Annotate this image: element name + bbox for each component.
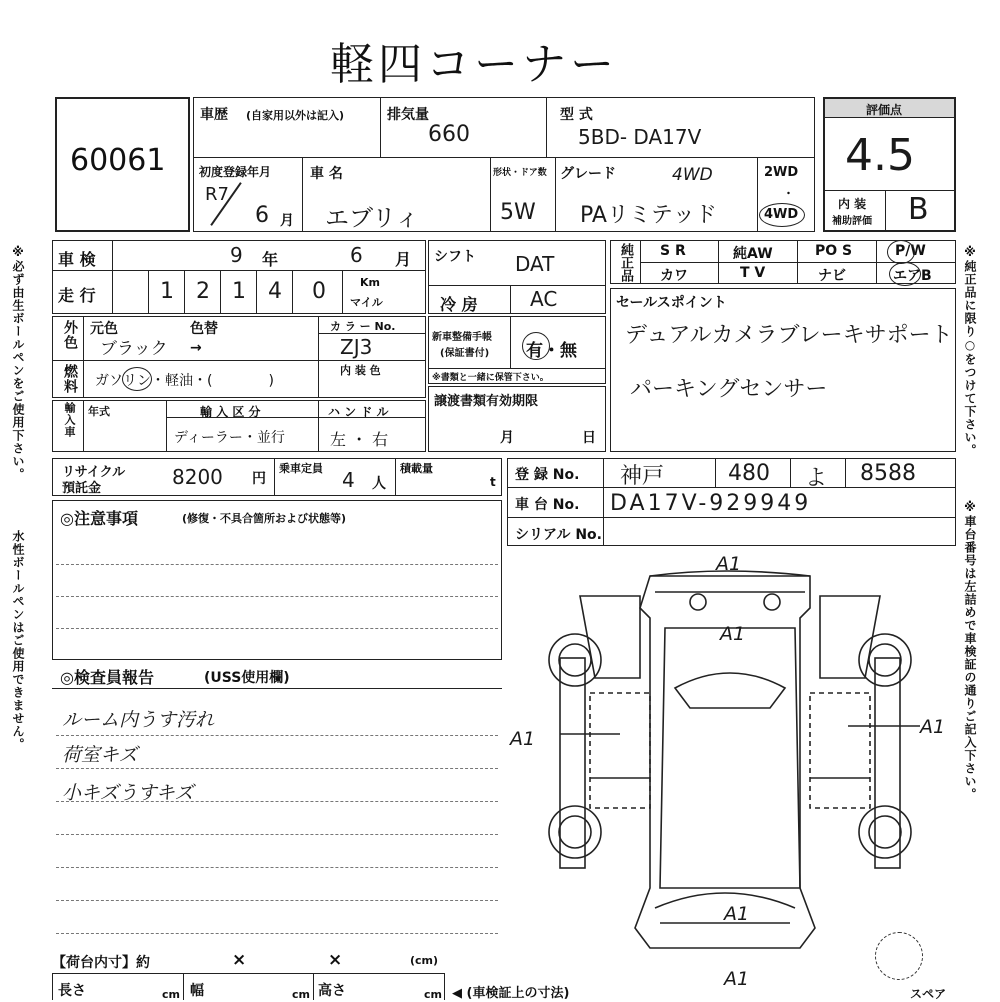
doors-value: 5W: [500, 200, 536, 225]
capacity-unit: 人: [372, 476, 386, 492]
score-label: 評価点: [866, 103, 903, 117]
load-label: 積載量: [400, 462, 433, 475]
recycle-amount: 8200: [172, 465, 223, 489]
fuel-options: ガソリン・軽油・( ): [95, 373, 274, 389]
mileage-digit: 2: [196, 279, 210, 304]
handle-label: ハ ン ド ル: [328, 405, 389, 419]
drive-note: 4WD: [672, 165, 713, 185]
grade-label: グレード: [560, 166, 616, 182]
first-reg-month-unit: 月: [280, 213, 294, 229]
damage-mark: A1: [724, 903, 750, 925]
manual-label-2: (保証書付): [440, 348, 490, 359]
shaken-year-unit: 年: [262, 250, 279, 269]
cargo-width-label: 幅: [190, 983, 204, 999]
transfer-day: 日: [582, 430, 596, 446]
color-side-label: 外色: [62, 320, 78, 350]
history-note: (自家用以外は記入): [246, 109, 345, 122]
chassis-value: DA17V-929949: [610, 491, 812, 516]
first-reg-year: R7: [205, 184, 229, 205]
recycle-unit: 円: [252, 471, 266, 487]
mileage-digit: 0: [312, 279, 326, 304]
inspector-label: ◎検査員報告: [60, 668, 154, 687]
lot-number: 60061: [70, 143, 166, 178]
equipment-pw: P/W: [895, 243, 926, 259]
interior-grade: B: [908, 192, 929, 227]
equipment-leather: カワ: [660, 268, 688, 284]
equipment-pos: PO S: [815, 243, 853, 259]
transfer-month: 月: [500, 430, 514, 446]
caution-note: (修復・不具合箇所および状態等): [182, 512, 347, 525]
mileage-label: 走 行: [58, 286, 96, 305]
manual-label-1: 新車整備手帳: [432, 332, 492, 343]
equipment-airbag: エアB: [893, 268, 932, 284]
damage-mark: A1: [720, 623, 746, 645]
transfer-label: 譲渡書類有効期限: [434, 394, 539, 409]
fuel-side-label: 燃料: [62, 364, 78, 394]
orig-color-value: ブラック: [100, 339, 168, 359]
damage-mark: A1: [920, 716, 946, 738]
shaken-month: 6: [350, 243, 363, 267]
name-label: 車 名: [310, 166, 343, 182]
inspector-line: ルーム内うす汚れ: [62, 709, 215, 731]
cargo-height-label: 高さ: [318, 983, 346, 999]
mileage-digit: 1: [160, 279, 174, 304]
import-type-label: 輸 入 区 分: [200, 405, 261, 419]
manual-value: 有・無: [526, 341, 577, 361]
manual-note: ※書類と一緒に保管下さい。: [432, 373, 549, 383]
handle-value: 左 ・ 右: [330, 430, 389, 449]
cargo-length-cm: cm: [162, 988, 180, 1001]
fuel-circle: [122, 367, 152, 391]
reg-area: 神戸: [620, 464, 665, 489]
shaken-month-unit: 月: [395, 250, 412, 269]
load-unit: t: [490, 475, 496, 489]
side-note-left-bottom: 水性ボールペンはご使用できません。: [11, 530, 25, 751]
doors-label: 形状・ドア数: [493, 168, 547, 178]
damage-mark: A1: [724, 968, 750, 990]
equipment-sr: S R: [660, 243, 686, 259]
color-arrow: →: [190, 340, 202, 356]
chassis-label: 車 台 No.: [515, 497, 580, 513]
interior-label-2: 補助評価: [832, 216, 872, 227]
side-note-right-bottom: ※車台番号は左詰めで車検証の通りご記入下さい。: [963, 500, 977, 801]
interior-color-label: 内 装 色: [340, 364, 381, 377]
first-reg-label: 初度登録年月: [199, 165, 272, 179]
spare-label: スペア: [910, 987, 947, 1001]
manual-circle: [522, 332, 550, 360]
mile-label: マイル: [350, 296, 383, 309]
equipment-circle-airbag: [889, 262, 921, 286]
reg-class: 480: [728, 461, 770, 486]
inspector-note: (USS使用欄): [204, 670, 290, 686]
sales-point-line1: デュアルカメラブレーキサポート: [625, 323, 953, 348]
ac-value: AC: [530, 287, 558, 311]
model-label: 型 式: [560, 107, 593, 123]
cargo-unit: (cm): [410, 954, 439, 967]
sales-point-block: [610, 288, 956, 452]
orig-color-label: 元色: [90, 321, 118, 337]
two-wd: 2WD: [764, 165, 799, 180]
color-no-value: ZJ3: [340, 335, 373, 359]
km-label: Km: [360, 276, 380, 289]
damage-mark: A1: [716, 553, 742, 575]
equipment-side: 純正品: [618, 243, 633, 282]
drive-dot: ・: [783, 187, 794, 200]
shaken-label: 車 検: [58, 250, 96, 269]
name-value: エブリィ: [325, 204, 420, 232]
cargo-label: 【荷台内寸】約: [52, 955, 150, 971]
import-year-label: 年式: [88, 405, 110, 418]
spare-tire-icon: [875, 932, 923, 980]
displacement-value: 660: [428, 122, 470, 147]
color-no-label: カ ラ ー No.: [330, 320, 396, 333]
reg-kana: よ: [805, 466, 828, 491]
shift-value: DAT: [515, 252, 555, 276]
inspector-line: 小キズうすキズ: [62, 782, 194, 804]
cargo-times-1: ×: [232, 950, 247, 970]
inspector-line: 荷室キズ: [62, 744, 138, 766]
import-side-label: 輸入車: [63, 402, 76, 438]
history-label: 車歴: [200, 107, 228, 123]
cargo-height-cm: cm: [424, 988, 442, 1001]
capacity-value: 4: [342, 468, 355, 492]
mileage-digit: 1: [232, 279, 246, 304]
interior-label-1: 内 装: [838, 197, 867, 211]
capacity-label: 乗車定員: [279, 462, 323, 475]
damage-mark: A1: [510, 728, 536, 750]
score-value: 4.5: [845, 130, 915, 181]
reg-number: 8588: [860, 461, 916, 486]
serial-label: シリアル No.: [515, 527, 602, 543]
equipment-circle-pw: [887, 240, 915, 264]
shaken-size-note: ◀ (車検証上の寸法): [452, 986, 570, 1001]
side-note-right-top: ※純正品に限り○をつけて下さい。: [963, 245, 977, 457]
reg-label: 登 録 No.: [515, 467, 580, 483]
first-reg-month: 6: [255, 203, 269, 228]
equipment-navi: ナビ: [818, 268, 846, 284]
model-value: 5BD- DA17V: [578, 125, 702, 149]
cargo-times-2: ×: [328, 950, 343, 970]
side-note-left-top: ※必ず由生ボールペンをご使用下さい。: [11, 245, 25, 481]
page-title: 軽四コーナー: [330, 39, 618, 90]
mileage-digit: 4: [268, 279, 282, 304]
ac-label: 冷 房: [440, 295, 478, 314]
changed-color-label: 色替: [190, 321, 218, 337]
import-type: ディーラー・並行: [174, 430, 285, 446]
recycle-label-1: リサイクル: [62, 465, 126, 480]
displacement-label: 排気量: [387, 107, 429, 123]
cargo-width-cm: cm: [292, 988, 310, 1001]
equipment-aw: 純AW: [733, 246, 773, 262]
grade-value: PAリミテッド: [580, 203, 717, 228]
shift-label: シフト: [434, 249, 476, 265]
shaken-year: 9: [230, 243, 243, 267]
sales-point-label: セールスポイント: [616, 295, 727, 311]
recycle-label-2: 預託金: [62, 481, 102, 496]
cargo-length-label: 長さ: [58, 983, 86, 999]
equipment-tv: T V: [740, 265, 766, 281]
four-wd-circle: [759, 203, 805, 227]
caution-label: ◎注意事項: [60, 509, 138, 528]
four-wd: 4WD: [764, 207, 799, 222]
sales-point-line2: パーキングセンサー: [630, 377, 828, 402]
